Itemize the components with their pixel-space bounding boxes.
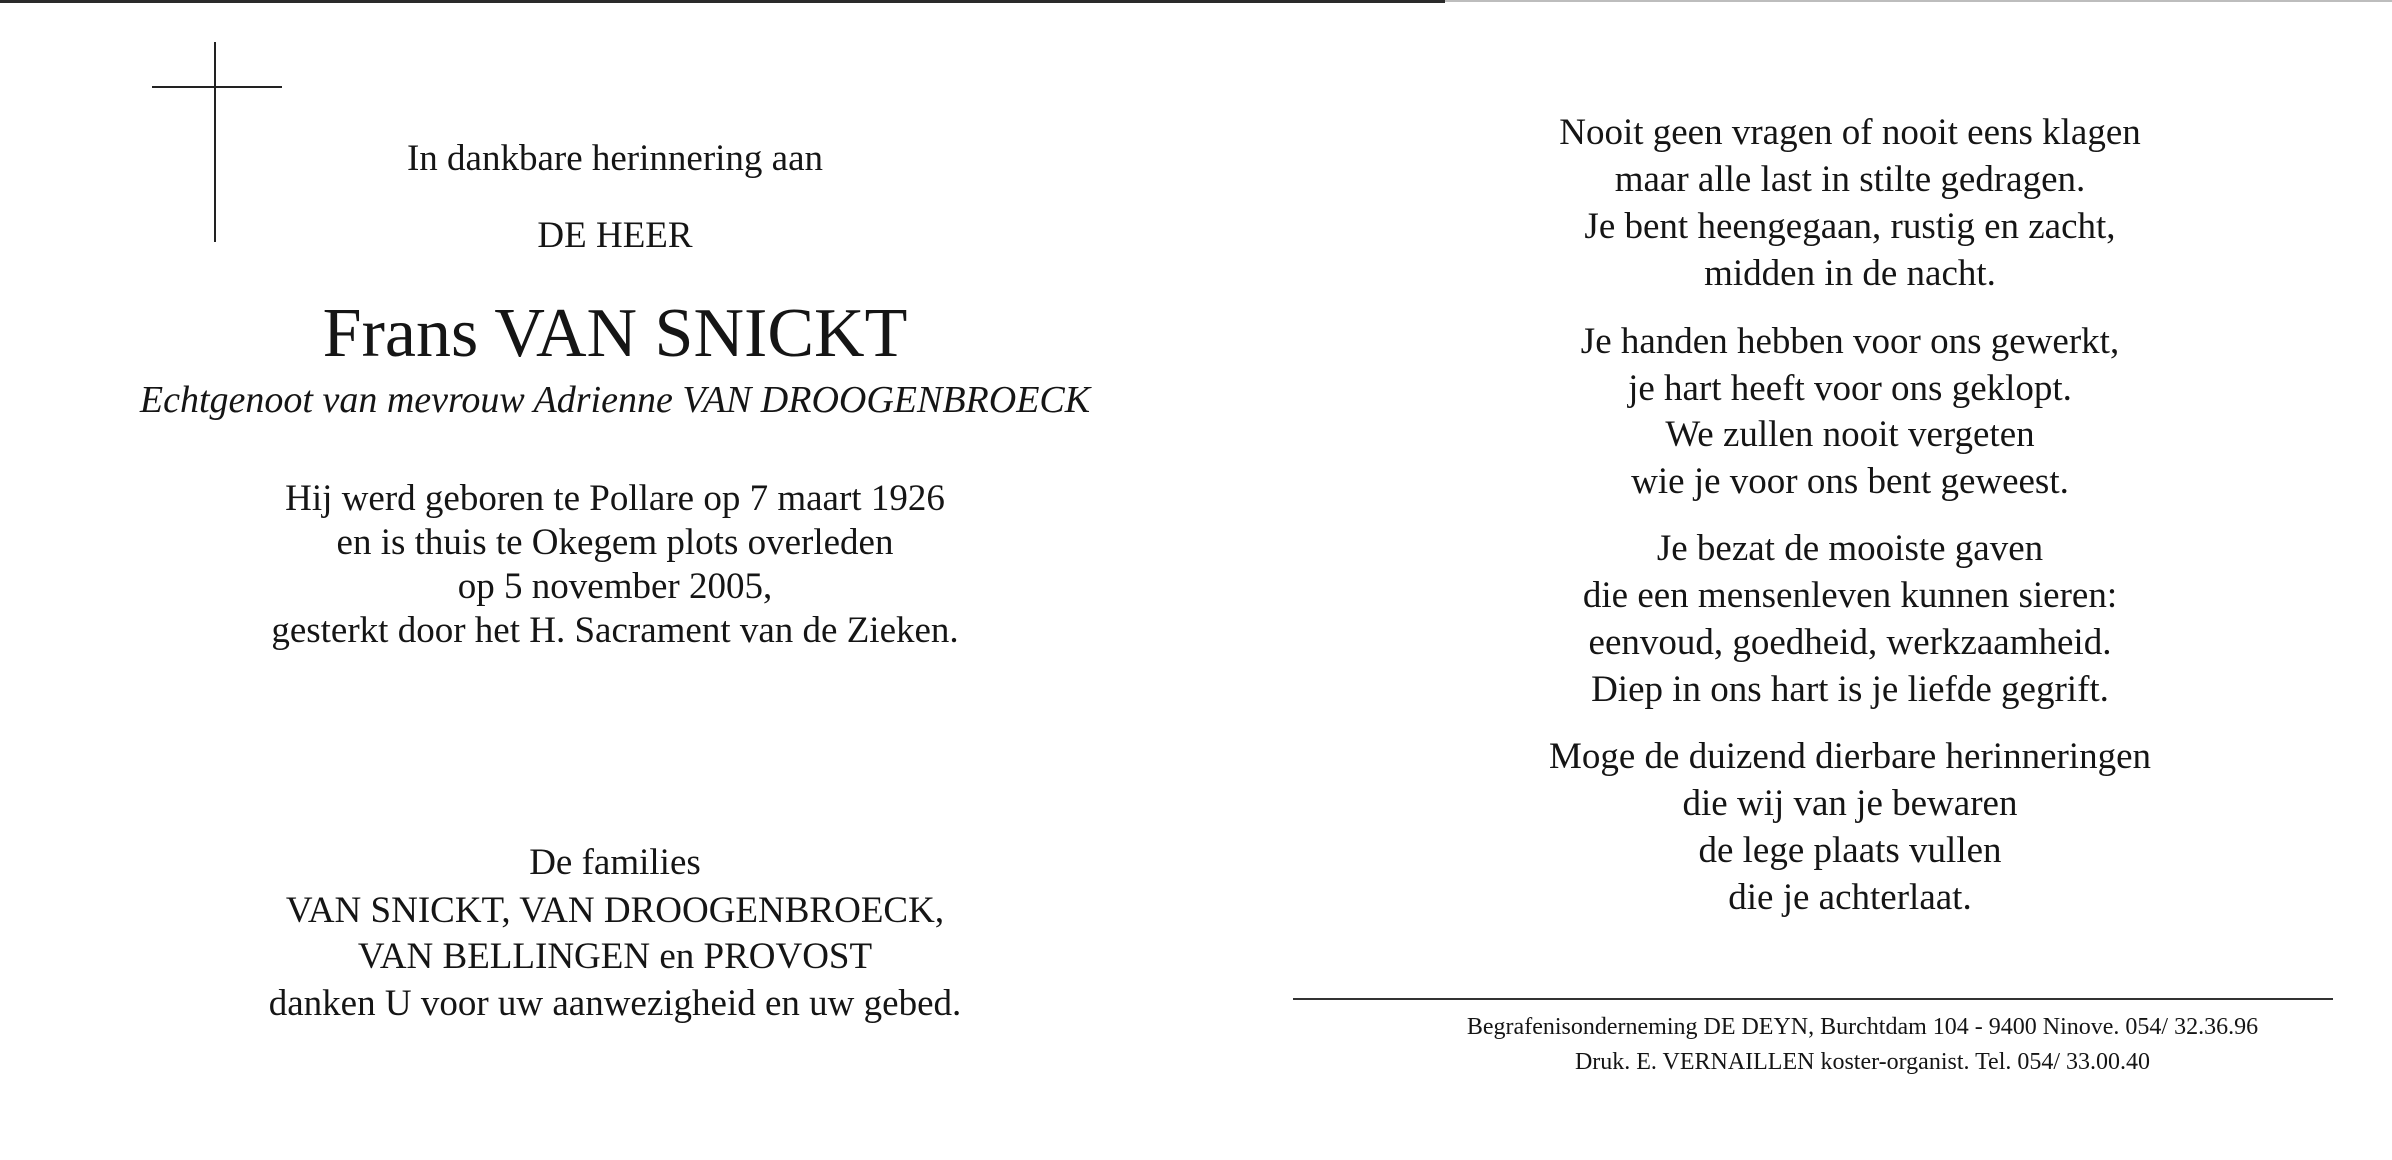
poem-line: Diep in ons hart is je liefde gegrift. bbox=[1591, 669, 2109, 710]
funeral-home-line: Begrafenisonderneming DE DEYN, Burchtdam 104 - 9400 Ninove. 054/ 32.36.96 bbox=[1466, 1014, 2259, 1040]
printer-line: Druk. E. VERNAILLEN koster-organist. Tel. 054/ 33.00.40 bbox=[1574, 1049, 2151, 1075]
families-line-1: VAN SNICKT, VAN DROOGENBROECK, bbox=[285, 890, 945, 931]
thanks-line: danken U voor uw aanwezigheid en uw gebed. bbox=[268, 983, 962, 1024]
spouse-line: Echtgenoot van mevrouw Adrienne VAN DROOGENBROECK bbox=[139, 379, 1091, 421]
poem-line: Je bent heengegaan, rustig en zacht, bbox=[1584, 206, 2116, 247]
poem-line: eenvoud, goedheid, werkzaamheid. bbox=[1588, 622, 2112, 663]
poem-line: Nooit geen vragen of nooit eens klagen bbox=[1559, 112, 2141, 153]
poem-line: je hart heeft voor ons geklopt. bbox=[1628, 368, 2072, 409]
poem-line: die een mensenleven kunnen sieren: bbox=[1582, 575, 2118, 616]
poem-line: de lege plaats vullen bbox=[1698, 830, 2002, 871]
poem-line: die je achterlaat. bbox=[1728, 877, 1972, 918]
honorific: DE HEER bbox=[537, 215, 693, 256]
families-line-2: VAN BELLINGEN en PROVOST bbox=[357, 936, 873, 977]
poem-line: die wij van je bewaren bbox=[1682, 783, 2018, 824]
death-place-line: en is thuis te Okegem plots overleden bbox=[336, 522, 894, 563]
poem-line: maar alle last in stilte gedragen. bbox=[1614, 159, 2086, 200]
death-date-line: op 5 november 2005, bbox=[457, 566, 773, 607]
deceased-name: Frans VAN SNICKT bbox=[322, 295, 908, 372]
poem-line: Je handen hebben voor ons gewerkt, bbox=[1580, 321, 2120, 362]
poem-line: Je bezat de mooiste gaven bbox=[1656, 528, 2044, 569]
birth-line: Hij werd geboren te Pollare op 7 maart 1926 bbox=[285, 478, 945, 519]
sacrament-line: gesterkt door het H. Sacrament van de Zieken. bbox=[271, 610, 959, 651]
poem-line: We zullen nooit vergeten bbox=[1665, 414, 2035, 455]
footer-divider bbox=[1293, 998, 2333, 1000]
memorial-poem bbox=[1390, 0, 2310, 1000]
poem-line: midden in de nacht. bbox=[1704, 253, 1996, 294]
intro-text: In dankbare herinnering aan bbox=[406, 138, 824, 179]
poem-line: wie je voor ons bent geweest. bbox=[1631, 461, 2069, 502]
families-heading: De families bbox=[529, 842, 701, 883]
poem-line: Moge de duizend dierbare herinneringen bbox=[1548, 736, 2152, 777]
